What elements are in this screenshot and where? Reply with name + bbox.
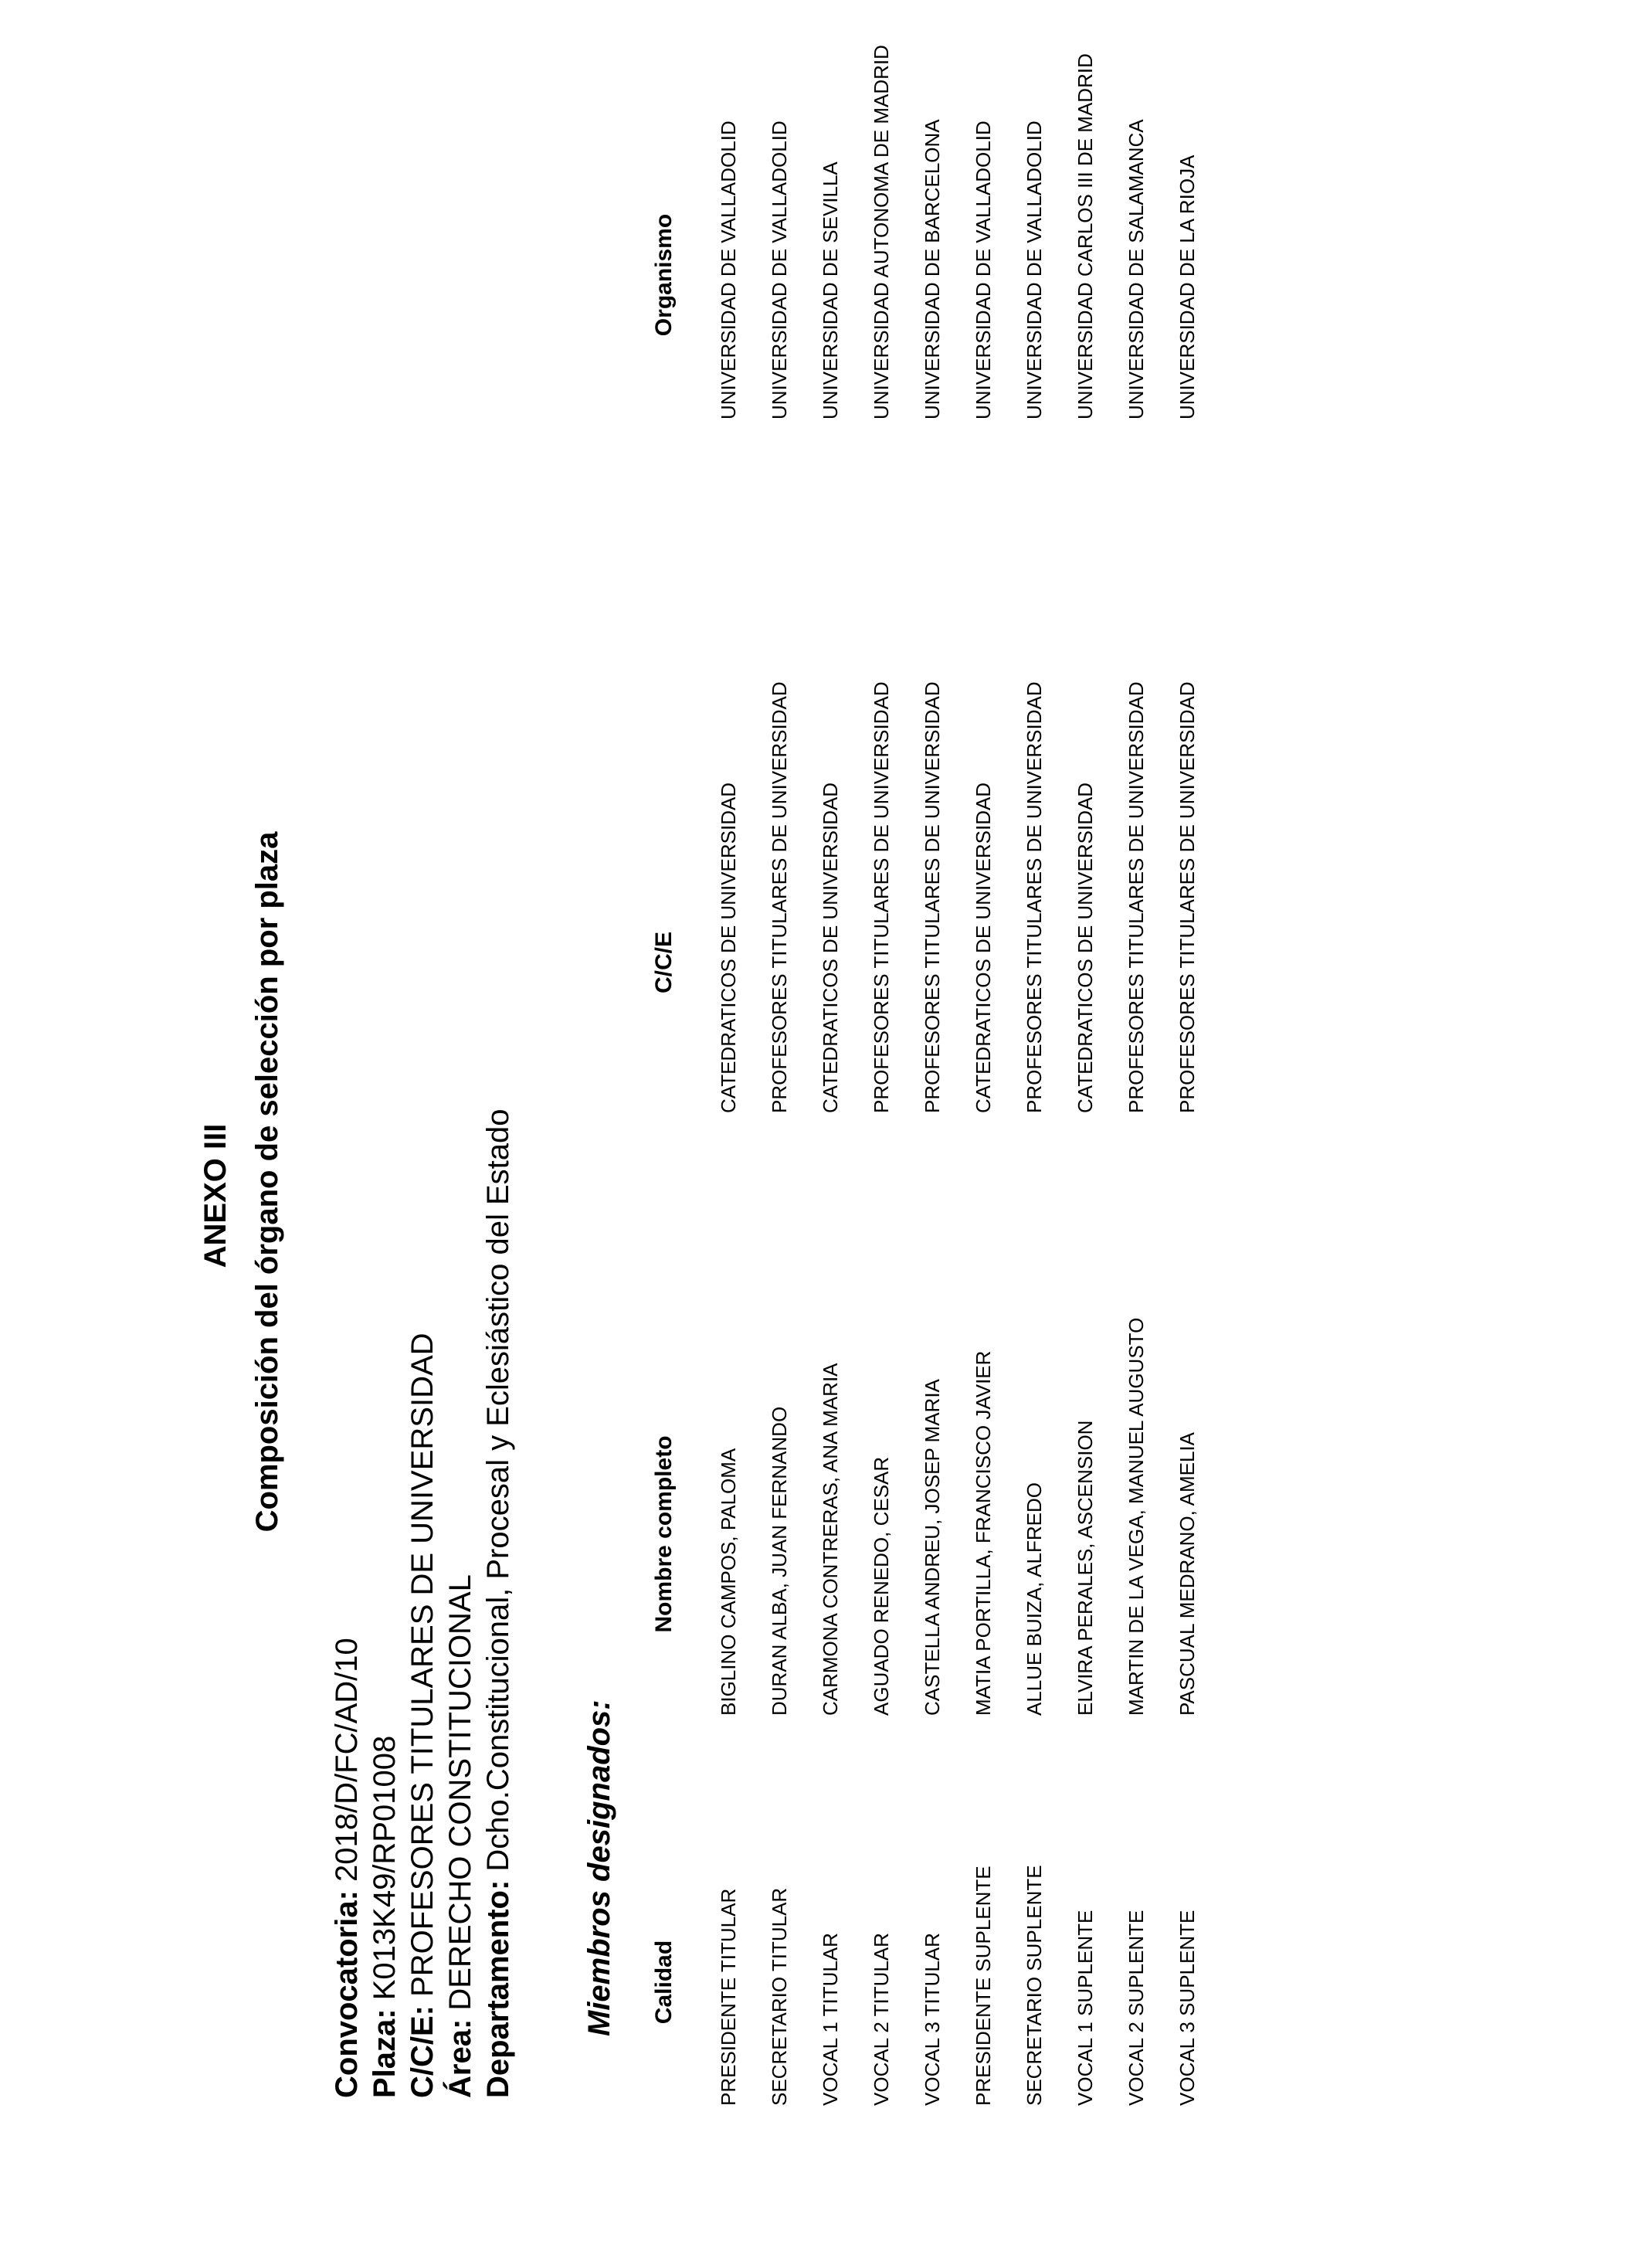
cell-nombre: BIGLINO CAMPOS, PALOMA (717, 1448, 740, 1716)
convocatoria-value: 2018/D/FC/AD/10 (330, 1638, 364, 1891)
table-row (767, 0, 818, 2144)
cell-cce: PROFESORES TITULARES DE UNIVERSIDAD (768, 681, 791, 1113)
cell-nombre: AGUADO RENEDO, CESAR (870, 1456, 893, 1716)
cell-nombre: CARMONA CONTRERAS, ANA MARIA (819, 1363, 842, 1716)
document-title: Composición del órgano de selección por plaza (250, 831, 284, 1533)
cell-nombre: ALLUE BUIZA, ALFREDO (1023, 1482, 1046, 1716)
cell-cce: PROFESORES TITULARES DE UNIVERSIDAD (870, 681, 893, 1113)
area-label: Área: (443, 2018, 477, 2098)
cell-nombre: CASTELLA ANDREU, JOSEP MARIA (921, 1379, 944, 1716)
table-row (869, 0, 920, 2144)
cell-calidad: VOCAL 3 SUPLENTE (1176, 1910, 1199, 2106)
cell-cce: CATEDRATICOS DE UNIVERSIDAD (1074, 782, 1097, 1113)
table-row (1175, 0, 1226, 2144)
cell-cce: CATEDRATICOS DE UNIVERSIDAD (819, 782, 842, 1113)
table-row (716, 0, 767, 2144)
plaza-value: K013K49/RP01008 (368, 1735, 402, 2009)
cell-calidad: VOCAL 1 TITULAR (819, 1933, 842, 2106)
cell-cce: PROFESORES TITULARES DE UNIVERSIDAD (1176, 681, 1199, 1113)
cell-cce: PROFESORES TITULARES DE UNIVERSIDAD (1023, 681, 1046, 1113)
cell-calidad: VOCAL 3 TITULAR (921, 1933, 944, 2106)
column-header-nombre: Nombre completo (651, 1435, 677, 1633)
cell-calidad: SECRETARIO TITULAR (768, 1887, 791, 2106)
cell-cce: PROFESORES TITULARES DE UNIVERSIDAD (921, 681, 944, 1113)
cell-calidad: PRESIDENTE TITULAR (717, 1888, 740, 2106)
cell-organismo: UNIVERSIDAD DE VALLADOLID (768, 121, 791, 419)
cell-calidad: VOCAL 2 TITULAR (870, 1933, 893, 2106)
cell-cce: PROFESORES TITULARES DE UNIVERSIDAD (1125, 681, 1148, 1113)
cell-calidad: VOCAL 2 SUPLENTE (1125, 1910, 1148, 2106)
cell-nombre: PASCUAL MEDRANO, AMELIA (1176, 1432, 1199, 1716)
cell-nombre: DURAN ALBA, JUAN FERNANDO (768, 1406, 791, 1716)
cell-organismo: UNIVERSIDAD DE SEVILLA (819, 161, 842, 419)
cell-nombre: MATIA PORTILLA, FRANCISCO JAVIER (972, 1350, 995, 1716)
cell-organismo: UNIVERSIDAD DE VALLADOLID (972, 121, 995, 419)
departamento-value: Dcho.Constitucional, Procesal y Eclesiástico del Estado (481, 1109, 515, 1880)
plaza-label: Plaza: (368, 2008, 402, 2098)
area-value: DERECHO CONSTITUCIONAL (443, 1574, 477, 2019)
anexo-title: ANEXO III (198, 1123, 232, 1268)
departamento-label: Departamento: (481, 1879, 515, 2098)
miembros-heading: Miembros designados: (582, 1699, 616, 2036)
table-row (920, 0, 971, 2144)
cell-organismo: UNIVERSIDAD DE LA RIOJA (1176, 154, 1199, 419)
column-header-organismo: Organismo (651, 213, 677, 337)
meta-departamento (480, 1109, 517, 2098)
cell-nombre: MARTIN DE LA VEGA, MANUEL AUGUSTO (1125, 1317, 1148, 1716)
column-header-calidad: Calidad (651, 1940, 677, 2025)
cce-label: C/C/E: (405, 2005, 439, 2098)
cell-organismo: UNIVERSIDAD DE SALAMANCA (1125, 119, 1148, 419)
meta-cce (404, 1333, 441, 2098)
table-row (1124, 0, 1175, 2144)
meta-area (442, 1574, 479, 2098)
members-table (716, 0, 1226, 2144)
cell-organismo: UNIVERSIDAD CARLOS III DE MADRID (1074, 53, 1097, 419)
cell-cce: CATEDRATICOS DE UNIVERSIDAD (972, 782, 995, 1113)
table-row (818, 0, 869, 2144)
cell-nombre: ELVIRA PERALES, ASCENSION (1074, 1420, 1097, 1716)
column-header-cce: C/C/E (651, 932, 677, 994)
cell-calidad: SECRETARIO SUPLENTE (1023, 1865, 1046, 2106)
cce-value: PROFESORES TITULARES DE UNIVERSIDAD (405, 1333, 439, 2005)
cell-cce: CATEDRATICOS DE UNIVERSIDAD (717, 782, 740, 1113)
cell-organismo: UNIVERSIDAD DE VALLADOLID (717, 121, 740, 419)
table-row (1073, 0, 1124, 2144)
cell-calidad: PRESIDENTE SUPLENTE (972, 1866, 995, 2106)
cell-organismo: UNIVERSIDAD DE BARCELONA (921, 119, 944, 419)
cell-calidad: VOCAL 1 SUPLENTE (1074, 1910, 1097, 2106)
table-row (1022, 0, 1073, 2144)
convocatoria-label: Convocatoria: (330, 1890, 364, 2098)
table-row (971, 0, 1022, 2144)
meta-plaza (366, 1736, 403, 2098)
cell-organismo: UNIVERSIDAD DE VALLADOLID (1023, 121, 1046, 419)
meta-convocatoria (328, 1638, 365, 2098)
cell-organismo: UNIVERSIDAD AUTONOMA DE MADRID (870, 45, 893, 419)
